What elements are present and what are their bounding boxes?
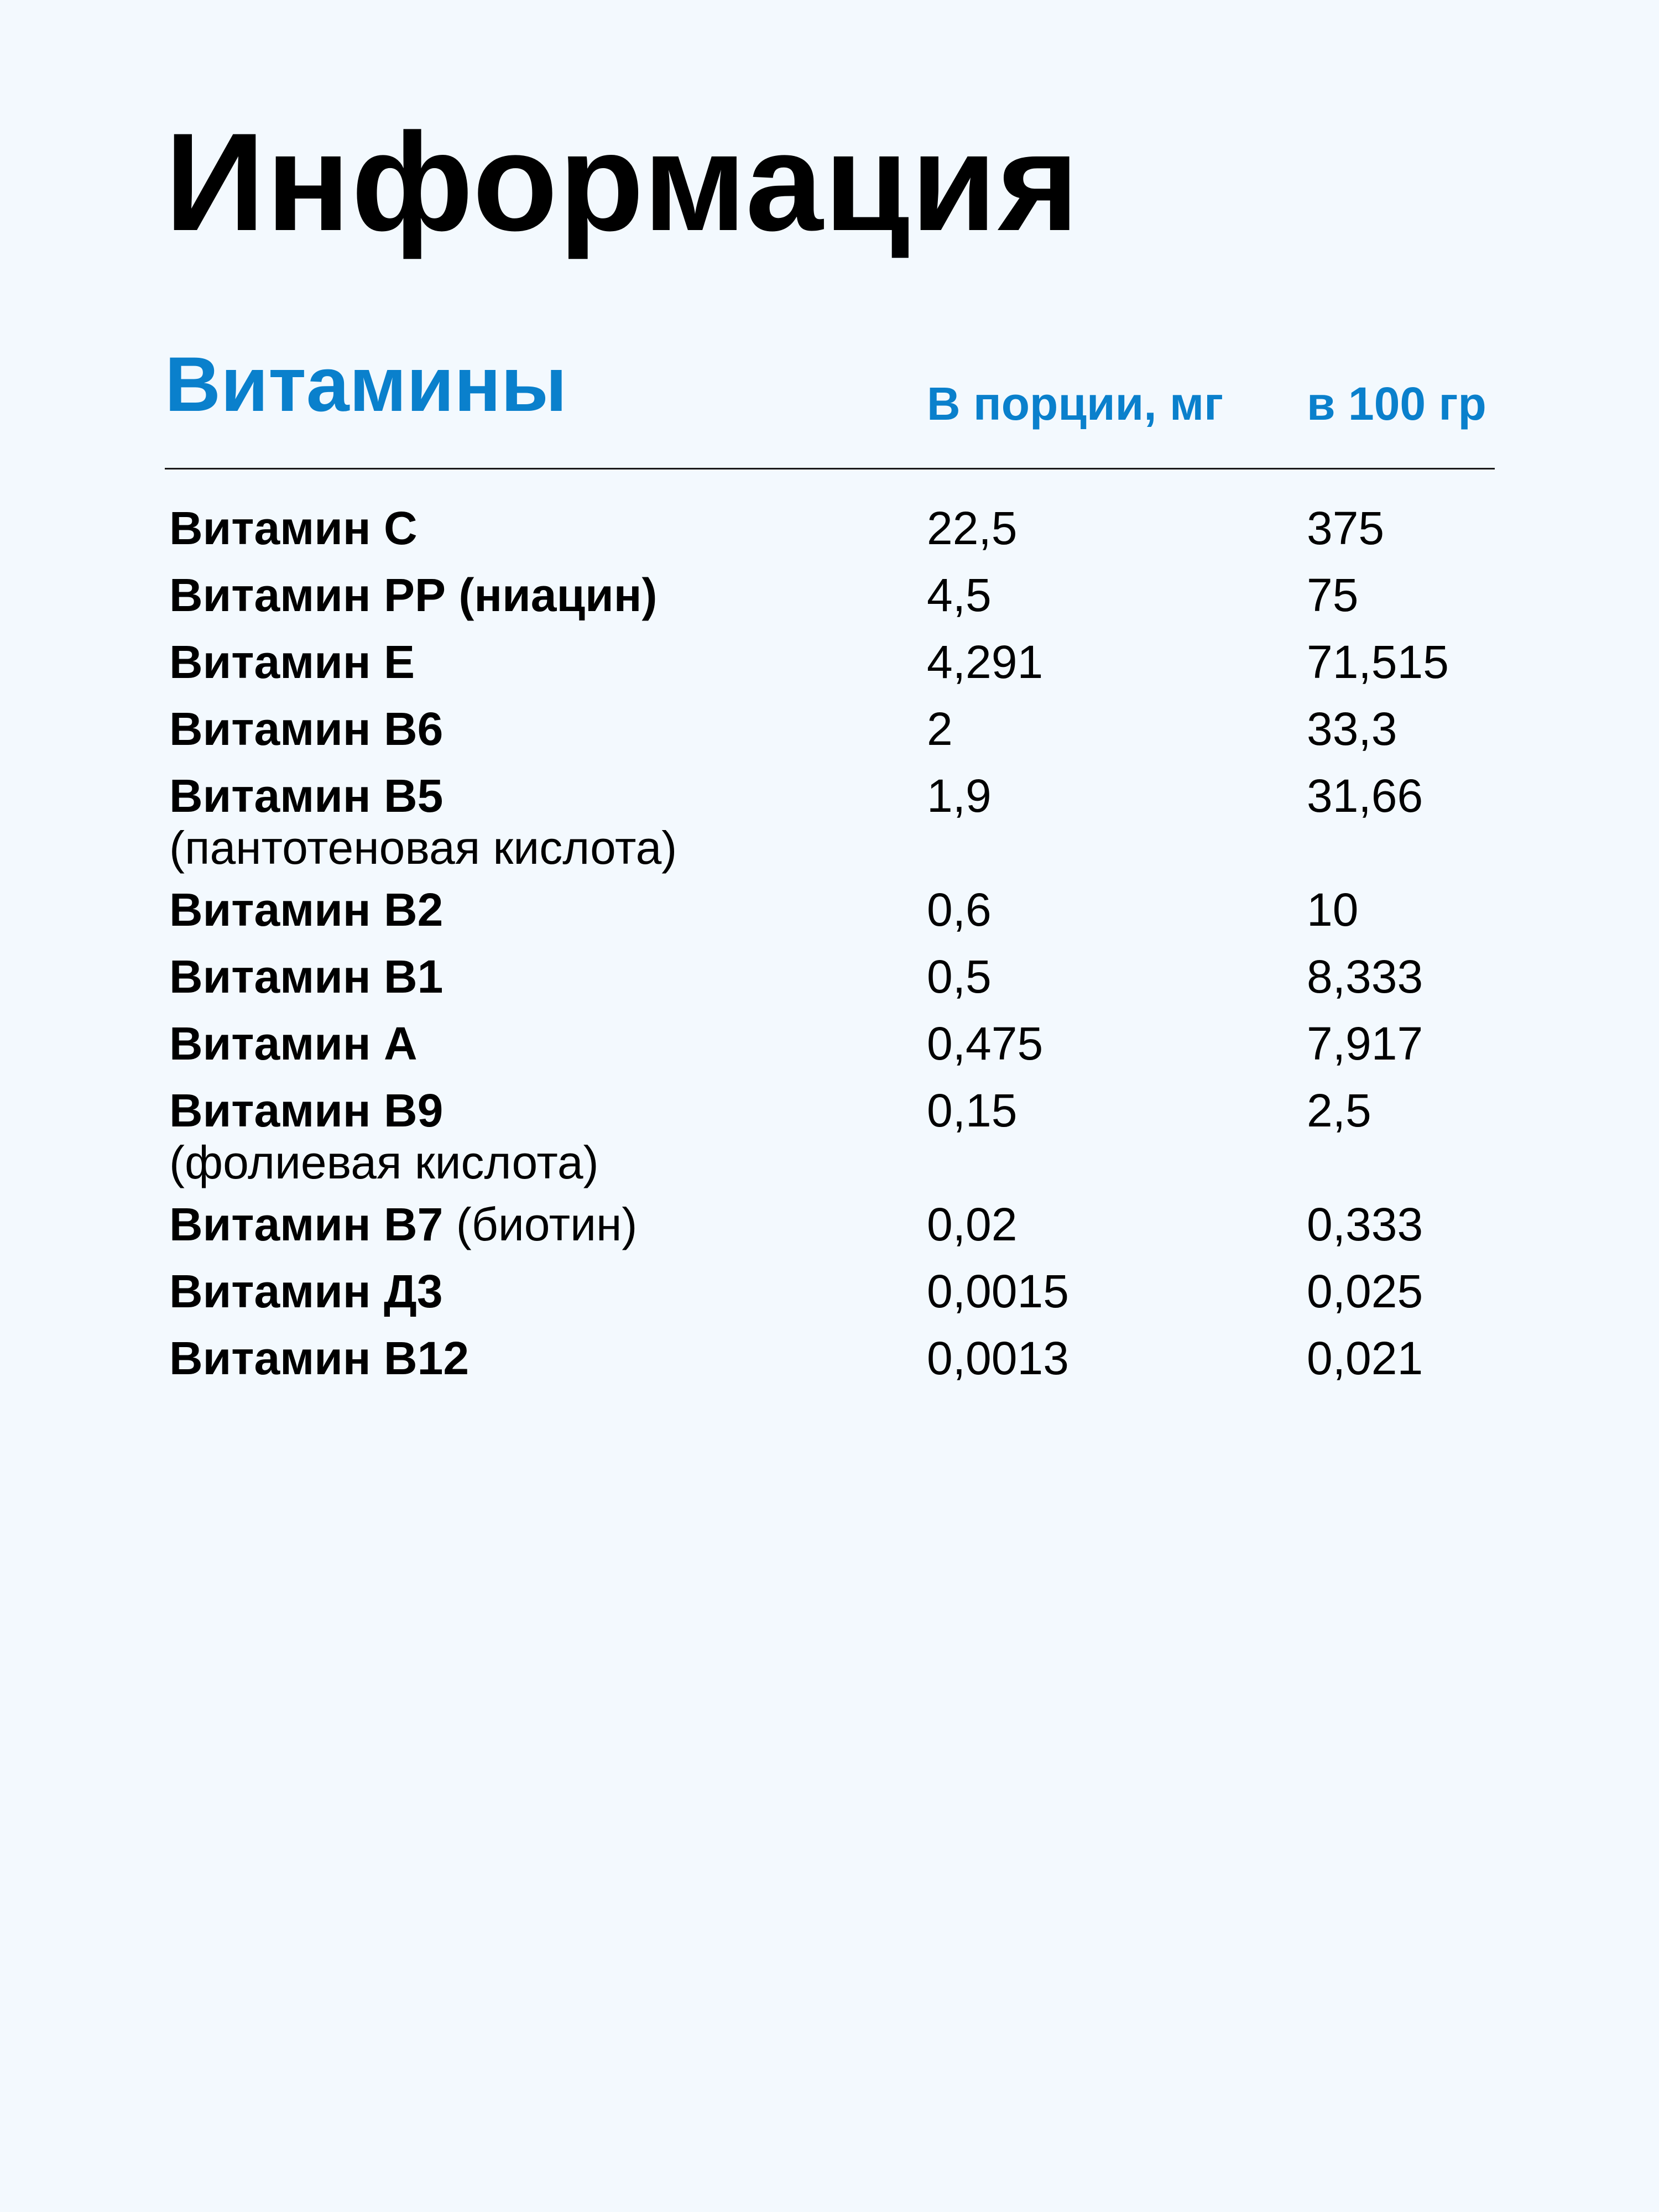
vitamin-name: Витамин А — [169, 1018, 418, 1070]
per-serving-value: 0,0015 — [927, 1265, 1069, 1317]
table-row — [0, 701, 1659, 768]
per-serving-value: 0,15 — [927, 1084, 1018, 1136]
per-serving-value: 0,02 — [927, 1198, 1018, 1250]
per-serving-value: 2 — [927, 703, 953, 755]
vitamin-name-cell — [169, 882, 443, 937]
per-100g-value: 7,917 — [1307, 1018, 1423, 1070]
table-row — [0, 949, 1659, 1016]
vitamin-note: (биотин) — [456, 1198, 638, 1250]
column-header-per-serving: В порции, мг — [927, 378, 1224, 430]
vitamin-name-cell — [169, 1016, 418, 1071]
table-row — [0, 634, 1659, 701]
per-serving-value: 0,0013 — [927, 1332, 1069, 1384]
table-row — [0, 1197, 1659, 1264]
table-row — [0, 882, 1659, 949]
vitamin-name-cell — [169, 567, 657, 623]
per-serving-value: 0,6 — [927, 884, 992, 936]
vitamin-name-cell — [169, 1083, 599, 1187]
vitamin-name: Витамин В5 — [169, 770, 444, 822]
per-100g-value: 31,66 — [1307, 770, 1423, 822]
table-row — [0, 567, 1659, 634]
per-100g-value: 375 — [1307, 502, 1385, 554]
per-100g-value: 10 — [1307, 884, 1359, 936]
vitamin-name: Витамин В6 — [169, 703, 444, 755]
per-serving-value: 4,291 — [927, 636, 1044, 688]
per-serving-value: 0,5 — [927, 951, 992, 1003]
section-title: Витамины — [165, 341, 567, 427]
page-title: Информация — [165, 105, 1081, 260]
per-serving-value: 0,475 — [927, 1018, 1044, 1070]
per-serving-value: 4,5 — [927, 569, 992, 621]
vitamin-name-cell — [169, 500, 418, 556]
per-100g-value: 0,021 — [1307, 1332, 1423, 1384]
vitamin-name-cell — [169, 701, 443, 757]
per-100g-value: 71,515 — [1307, 636, 1449, 688]
vitamin-name: Витамин РР (ниацин) — [169, 569, 658, 621]
per-100g-value: 75 — [1307, 569, 1359, 621]
table-row — [0, 768, 1659, 882]
per-100g-value: 0,333 — [1307, 1198, 1423, 1250]
vitamin-name: Витамин В2 — [169, 884, 444, 936]
per-100g-value: 8,333 — [1307, 951, 1423, 1003]
vitamin-name: Витамин В1 — [169, 951, 444, 1003]
per-100g-value: 0,025 — [1307, 1265, 1423, 1317]
per-serving-value: 1,9 — [927, 770, 992, 822]
per-100g-value: 2,5 — [1307, 1084, 1371, 1136]
per-100g-value: 33,3 — [1307, 703, 1397, 755]
vitamin-name: Витамин С — [169, 502, 418, 554]
table-row — [0, 500, 1659, 567]
vitamin-table — [0, 500, 1659, 1397]
table-row — [0, 1264, 1659, 1331]
table-row — [0, 1016, 1659, 1083]
vitamin-subtitle: (фолиевая кислота) — [169, 1136, 599, 1188]
vitamin-subtitle: (пантотеновая кислота) — [169, 822, 677, 874]
vitamin-name: Витамин В9 — [169, 1084, 444, 1136]
vitamin-name-cell — [169, 949, 443, 1004]
vitamin-name: Витамин Д3 — [169, 1265, 443, 1317]
per-serving-value: 22,5 — [927, 502, 1018, 554]
vitamin-name: Витамин В7 — [169, 1198, 444, 1250]
header-divider — [165, 468, 1495, 469]
vitamin-name-cell — [169, 1197, 637, 1252]
vitamin-name-cell — [169, 768, 677, 872]
table-row — [0, 1083, 1659, 1197]
vitamin-name: Витамин В12 — [169, 1332, 469, 1384]
vitamin-name-cell — [169, 1331, 469, 1386]
vitamin-name: Витамин Е — [169, 636, 415, 688]
vitamin-name-cell — [169, 634, 415, 690]
column-header-per-100g: в 100 гр — [1307, 378, 1486, 430]
table-row — [0, 1331, 1659, 1397]
vitamin-name-cell — [169, 1264, 443, 1319]
